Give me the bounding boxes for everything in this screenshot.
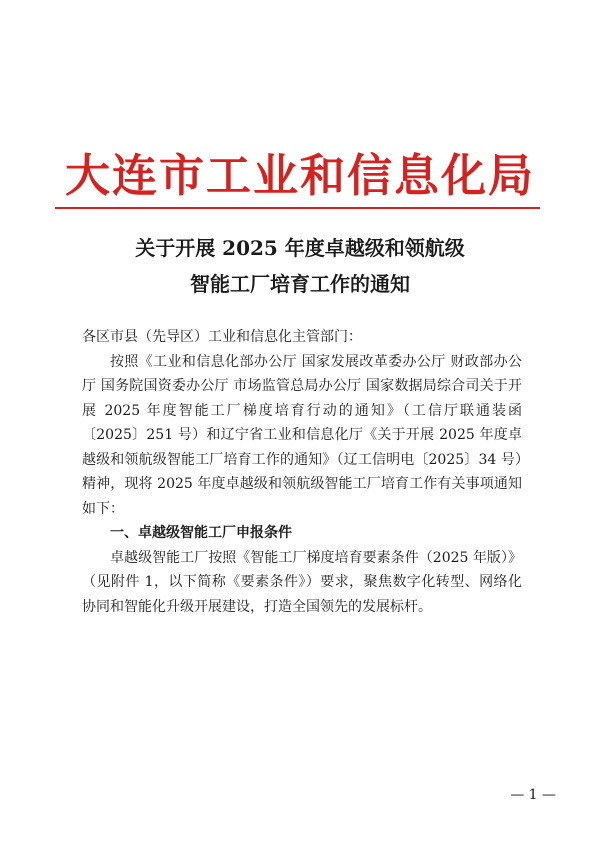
body-paragraph-2: 卓越级智能工厂按照《智能工厂梯度培育要素条件（2025 年版）》（见附件 1，以下简称《要素条件》）要求，聚焦数字化转型、网络化协同和智能化升级开展建设，打造全国领先的发展标杆。 — [82, 549, 522, 615]
salutation: 各区市县（先导区）工业和信息化主管部门： — [82, 329, 362, 345]
document-body — [82, 325, 522, 619]
document-title-line-1: 关于开展 2025 年度卓越级和领航级 — [135, 236, 465, 260]
document-title — [0, 230, 600, 302]
section-heading-1: 一、卓越级智能工厂申报条件 — [110, 525, 292, 541]
page-number: — 1 — — [510, 787, 556, 803]
body-paragraph-1: 按照《工业和信息化部办公厅 国家发展改革委办公厅 财政部办公厅 国务院国资委办公厅 市场监管总局办公厅 国家数据局综合司关于开展 2025 年度智能工厂梯度培育行动的通知》（工信厅联通装函〔2025〕251 号）和辽宁省工业和信息化厅《关于开展 2025 年度卓越级和领航级智能工厂培育工作的通知》（辽工信明电〔2025〕34 号）精神，现将 2025 年度卓越级和领航级智能工厂培育工作有关事项通知如下： — [82, 353, 522, 517]
letterhead-org-name: 大连市工业和信息化局 — [64, 149, 535, 202]
letterhead-red-rule — [55, 207, 540, 209]
document-title-line-2: 智能工厂培育工作的通知 — [190, 272, 410, 296]
